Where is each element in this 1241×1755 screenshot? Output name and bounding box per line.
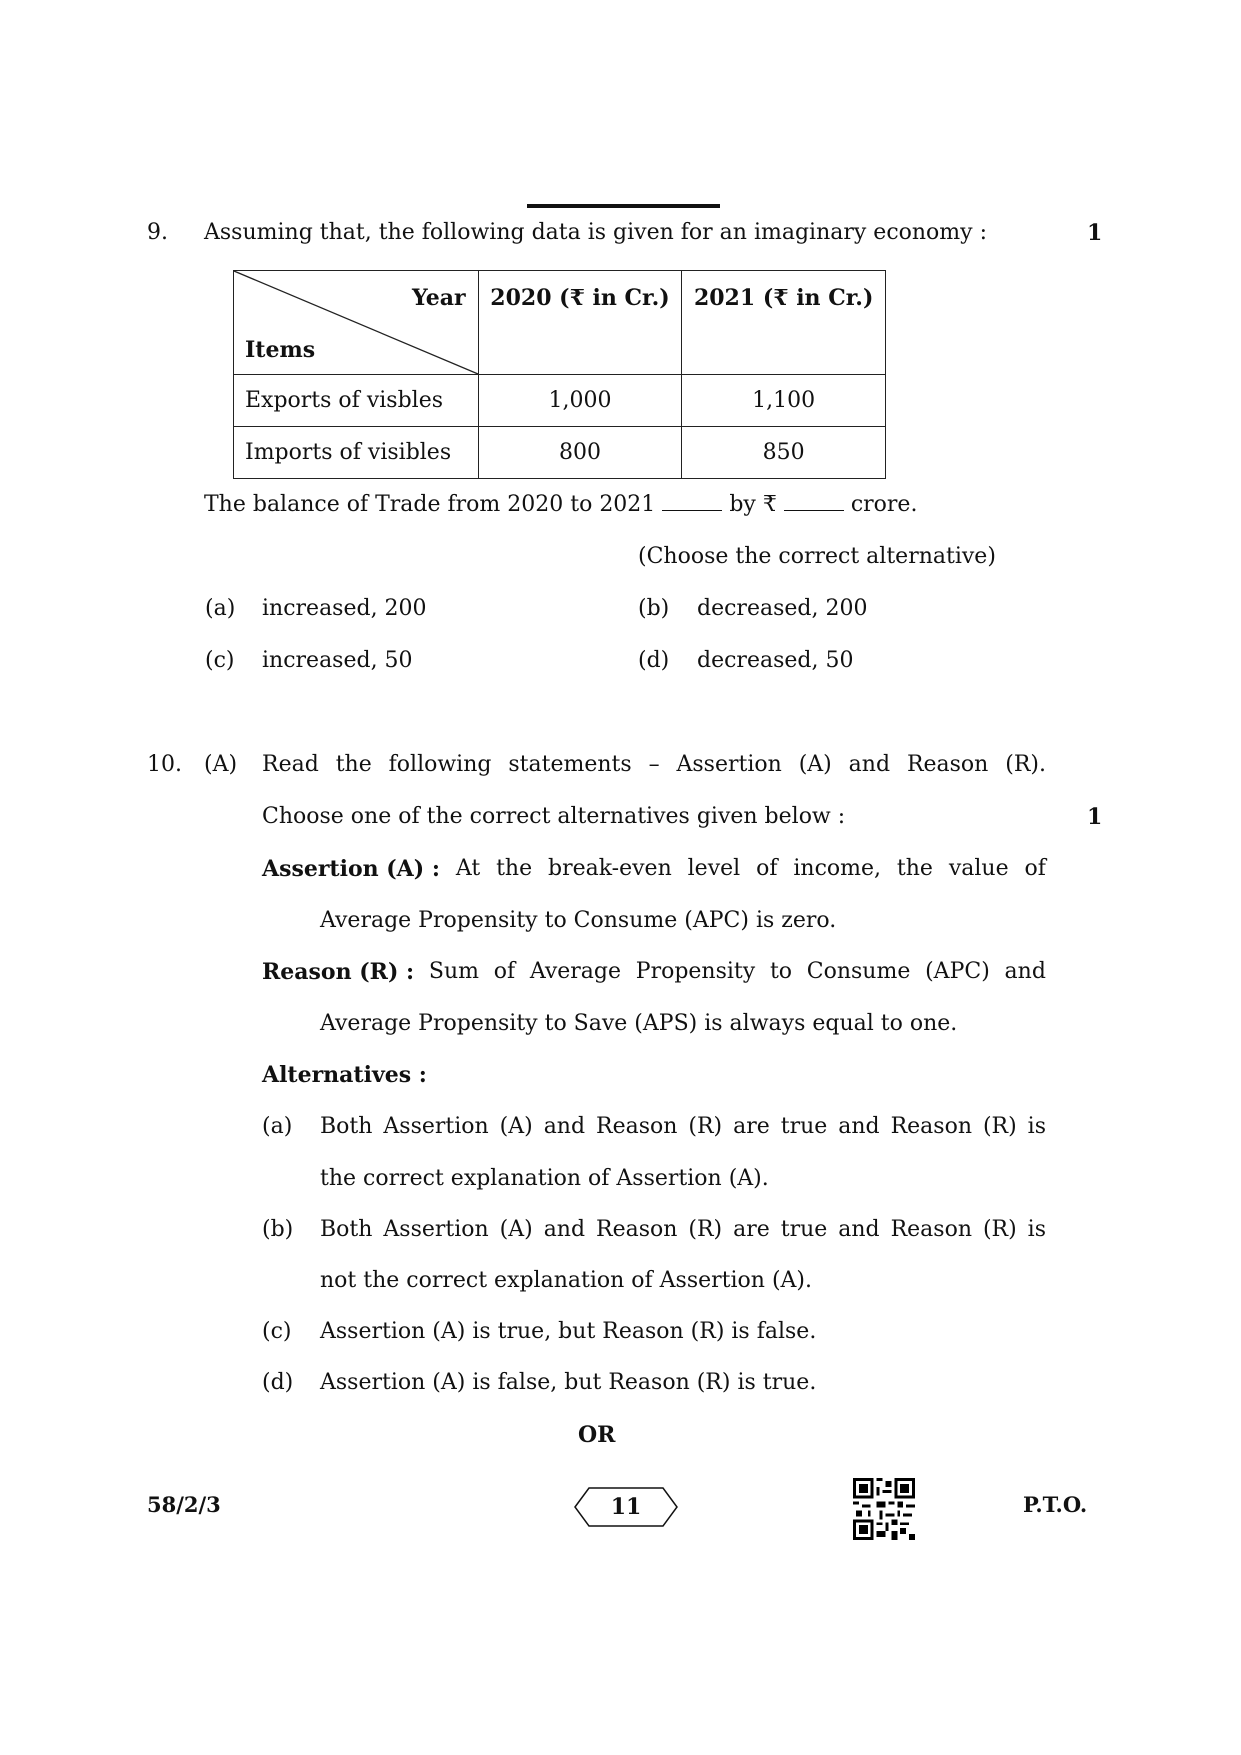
reason-line2: Average Propensity to Save (APS) is always equal to one. (320, 1011, 958, 1036)
word: is (1027, 1114, 1046, 1139)
alt-letter: (a) (262, 1114, 293, 1139)
word: and (838, 1217, 880, 1242)
word: Assertion (383, 1114, 489, 1139)
word: Read (262, 752, 319, 777)
word: Reason (596, 1217, 678, 1242)
col-header-2021: 2021 (₹ in Cr.) (682, 271, 886, 375)
value-2020: 800 (478, 427, 682, 479)
word: Both (320, 1217, 373, 1242)
alt-a-line2: the correct explanation of Assertion (A). (320, 1166, 769, 1191)
option-letter: (b) (638, 596, 670, 621)
option-letter: (d) (638, 648, 670, 673)
word: value (948, 856, 1009, 881)
row-label: Exports of visbles (234, 375, 479, 427)
assertion-label: Assertion (A) : (262, 856, 440, 882)
year-label: Year (412, 285, 466, 311)
q10-line1 (262, 752, 1046, 777)
word: Reason (906, 752, 989, 777)
or-separator: OR (578, 1422, 616, 1448)
word: Sum (428, 959, 479, 984)
word: Reason (596, 1114, 678, 1139)
answer-blank-2 (784, 492, 844, 511)
word: (R) (688, 1114, 723, 1139)
alternatives-heading: Alternatives : (262, 1062, 427, 1088)
assertion-line2: Average Propensity to Consume (APC) is zero. (320, 908, 837, 933)
col-header-2020: 2020 (₹ in Cr.) (478, 271, 682, 375)
page-number: 11 (610, 1494, 642, 1520)
q10-part: (A) (204, 752, 238, 777)
word: of (1024, 856, 1046, 881)
q10-marks: 1 (1087, 804, 1103, 830)
word: are (733, 1114, 770, 1139)
word: is (1027, 1217, 1046, 1242)
items-label: Items (245, 337, 316, 363)
word: break-even (548, 856, 672, 881)
trade-data-table (233, 270, 886, 479)
alt-letter: (c) (262, 1319, 292, 1344)
option-text: decreased, 50 (697, 648, 854, 673)
reason-label: Reason (R) : (262, 959, 415, 985)
word: and (1004, 959, 1046, 984)
word: the (896, 856, 933, 881)
word: and (543, 1217, 586, 1242)
qr-code-icon (853, 1478, 915, 1540)
word: following (388, 752, 492, 777)
q9-number: 9. (147, 220, 168, 245)
word: (R) (982, 1217, 1017, 1242)
word: the (335, 752, 372, 777)
option-text: decreased, 200 (697, 596, 868, 621)
statement-part-1: The balance of Trade from 2020 to 2021 (204, 492, 656, 517)
alt-c-text: Assertion (A) is true, but Reason (R) is false. (320, 1319, 817, 1344)
row-label: Imports of visibles (234, 427, 479, 479)
option-text: increased, 50 (262, 648, 413, 673)
table-corner-cell (234, 271, 479, 375)
value-2021: 850 (682, 427, 886, 479)
table-row (234, 427, 886, 479)
word: (APC) (925, 959, 990, 984)
q9-text: Assuming that, the following data is given for an imaginary economy : (204, 220, 987, 245)
word: (R). (1005, 752, 1046, 777)
alt-letter: (d) (262, 1370, 294, 1395)
option-letter: (a) (205, 596, 236, 621)
alt-b-line1 (320, 1217, 1046, 1242)
answer-blank-1 (662, 492, 722, 511)
value-2020: 1,000 (478, 375, 682, 427)
word: (A) (798, 752, 832, 777)
word: (A) (499, 1217, 533, 1242)
table-row (234, 375, 886, 427)
word: level (687, 856, 741, 881)
word: Reason (890, 1217, 972, 1242)
q10-line2: Choose one of the correct alternatives given below : (262, 804, 846, 829)
word: true (780, 1114, 828, 1139)
word: to (769, 959, 793, 984)
top-rule (527, 204, 720, 208)
word: Both (320, 1114, 373, 1139)
word: – (648, 752, 660, 777)
option-letter: (c) (205, 648, 235, 673)
word: of (756, 856, 778, 881)
word: and (838, 1114, 880, 1139)
word: are (733, 1217, 770, 1242)
word: Assertion (676, 752, 782, 777)
word: (R) (688, 1217, 723, 1242)
word: Reason (890, 1114, 972, 1139)
word: of (493, 959, 516, 984)
word: (A) (499, 1114, 533, 1139)
word: income, (793, 856, 882, 881)
word: Propensity (635, 959, 756, 984)
word: true (780, 1217, 828, 1242)
word: Assertion (383, 1217, 489, 1242)
q10-number: 10. (147, 752, 182, 777)
reason-line1 (262, 959, 1046, 985)
word: the (496, 856, 533, 881)
value-2021: 1,100 (682, 375, 886, 427)
option-text: increased, 200 (262, 596, 427, 621)
word: and (848, 752, 891, 777)
q9-marks: 1 (1087, 220, 1103, 246)
pto-label: P.T.O. (1023, 1492, 1088, 1517)
statement-part-2: by ₹ (729, 492, 777, 517)
q9-choose-instruction: (Choose the correct alternative) (638, 544, 996, 569)
word: (R) (982, 1114, 1017, 1139)
statement-part-3: crore. (850, 492, 918, 517)
word: and (543, 1114, 586, 1139)
word: statements (508, 752, 632, 777)
alt-d-text: Assertion (A) is false, but Reason (R) is true. (320, 1370, 817, 1395)
alt-a-line1 (320, 1114, 1046, 1139)
word: Consume (806, 959, 911, 984)
assertion-line1 (262, 856, 1046, 882)
word: At (455, 856, 481, 881)
q9-statement (204, 492, 917, 517)
alt-b-line2: not the correct explanation of Assertion (A). (320, 1268, 812, 1293)
word: Average (529, 959, 622, 984)
alt-letter: (b) (262, 1217, 294, 1242)
paper-code: 58/2/3 (147, 1492, 221, 1517)
